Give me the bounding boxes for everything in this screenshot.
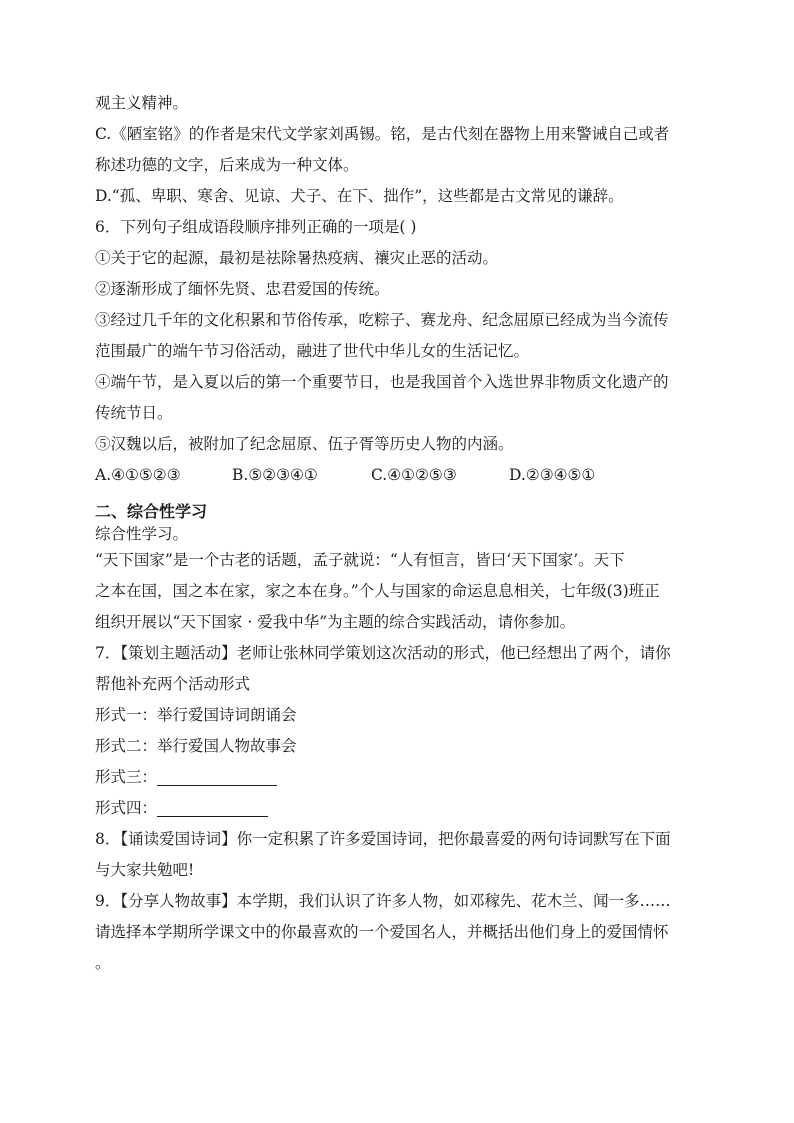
question-9-line2: 请选择本学期所学课文中的你最喜欢的一个爱国名人，并概括出他们身上的爱国情怀 xyxy=(95,923,669,941)
option-c-line2: 称述功德的文字，后来成为一种文体。 xyxy=(95,156,359,174)
question-8-line2: 与大家共勉吧! xyxy=(95,861,195,879)
sentence-5: ⑤汉魏以后，被附加了纪念屈原、伍子胥等历史人物的内涵。 xyxy=(95,435,514,453)
intro-line3: 组织开展以“天下国家 · 爱我中华”为主题的综合实践活动，请你参加。 xyxy=(95,613,576,631)
choice-c: C.④①②⑤③ xyxy=(371,466,457,484)
section-title: 二、综合性学习 xyxy=(95,502,208,521)
form-three-label: 形式三： xyxy=(95,768,158,786)
intro-line2: 之本在国，国之本在家，家之本在身。”个人与国家的命运息息相关，七年级(3)班正 xyxy=(95,582,660,600)
form-three xyxy=(95,762,705,793)
question-8-line1: 8．【诵读爱国诗词】你一定积累了许多爱国诗词，把你最喜爱的两句诗词默写在下面 xyxy=(95,830,671,848)
choice-a: A.④①⑤②③ xyxy=(95,466,181,484)
answer-choices xyxy=(95,460,705,491)
form-four-label: 形式四： xyxy=(95,799,158,817)
form-one: 形式一：举行爱国诗词朗诵会 xyxy=(95,706,297,724)
sentence-3-line1: ③经过几千年的文化积累和节俗传承，吃粽子、赛龙舟、纪念屈原已经成为当今流传 xyxy=(95,311,669,329)
question-6: 6．下列句子组成语段顺序排列正确的一项是( ) xyxy=(95,218,417,236)
sentence-2: ②逐渐形成了缅怀先贤、忠君爱国的传统。 xyxy=(95,280,390,298)
sentence-4-line2: 传统节日。 xyxy=(95,404,173,422)
question-7-line1: 7．【策划主题活动】老师让张林同学策划这次活动的形式，他已经想出了两个，请你 xyxy=(95,644,671,662)
section-subtitle: 综合性学习。 xyxy=(95,525,189,543)
choice-d: D.②③④⑤① xyxy=(509,466,596,484)
question-7-line2: 帮他补充两个活动形式 xyxy=(95,675,251,693)
form-four xyxy=(95,793,705,824)
document-page xyxy=(95,88,705,979)
form-two: 形式二：举行爱国人物故事会 xyxy=(95,737,297,755)
option-c-line1: C.《陋室铭》的作者是宋代文学家刘禹锡。铭，是古代刻在器物上用来警诫自己或者 xyxy=(95,125,670,143)
option-d: D.“孤、卑职、寒舍、见谅、犬子、在下、拙作”，这些都是古文常见的谦辞。 xyxy=(95,187,624,205)
choice-b: B.⑤②③④① xyxy=(232,466,318,484)
question-9-line1: 9．【分享人物故事】本学期，我们认识了许多人物，如邓稼先、花木兰、闻一多…… xyxy=(95,892,671,910)
form-four-blank[interactable] xyxy=(157,796,268,817)
question-9-line3: 。 xyxy=(95,954,111,972)
sentence-3-line2: 范围最广的端午节习俗活动，融进了世代中华儿女的生活记忆。 xyxy=(95,342,530,360)
form-three-blank[interactable] xyxy=(157,765,277,786)
text-line: 观主义精神。 xyxy=(95,94,189,112)
intro-line1: “天下国家”是一个古老的话题，孟子就说：“人有恒言，皆曰‘天下国家’。天下 xyxy=(95,551,625,569)
sentence-4-line1: ④端午节，是入夏以后的第一个重要节日，也是我国首个入选世界非物质文化遗产的 xyxy=(95,373,669,391)
sentence-1: ①关于它的起源，最初是祛除暑热疫病、禳灾止恶的活动。 xyxy=(95,249,499,267)
